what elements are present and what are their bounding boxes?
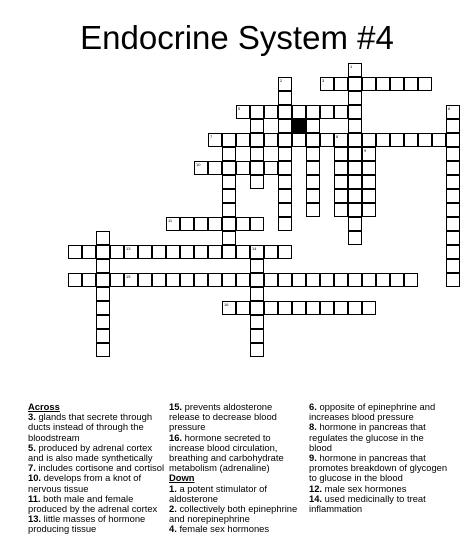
grid-cell[interactable]	[348, 161, 362, 175]
down-clue-4: 4. female sex hormones	[169, 523, 270, 535]
grid-cell[interactable]	[96, 259, 110, 273]
grid-cell[interactable]	[334, 77, 348, 91]
grid-cell[interactable]	[334, 189, 348, 203]
grid-cell[interactable]	[320, 133, 334, 147]
grid-cell[interactable]	[208, 161, 222, 175]
grid-cell[interactable]	[68, 273, 82, 287]
grid-cell[interactable]	[348, 189, 362, 203]
grid-cell[interactable]	[362, 301, 376, 315]
grid-cell[interactable]	[82, 273, 96, 287]
grid-cell[interactable]	[96, 273, 110, 287]
grid-cell[interactable]	[264, 133, 278, 147]
grid-cell[interactable]	[250, 301, 264, 315]
grid-cell[interactable]	[362, 203, 376, 217]
grid-cell[interactable]	[306, 189, 320, 203]
grid-cell[interactable]	[236, 245, 250, 259]
grid-cell[interactable]	[110, 245, 124, 259]
grid-cell[interactable]	[362, 77, 376, 91]
clues-section	[0, 402, 474, 555]
grid-cell[interactable]	[348, 119, 362, 133]
grid-cell[interactable]	[222, 189, 236, 203]
grid-cell[interactable]	[390, 133, 404, 147]
grid-cell[interactable]	[180, 245, 194, 259]
page-title: Endocrine System #4	[80, 19, 394, 56]
clue-number: 16	[224, 302, 229, 307]
grid-cell[interactable]	[390, 77, 404, 91]
clue-number: 14	[252, 246, 257, 251]
grid-cell[interactable]	[250, 329, 264, 343]
grid-cell[interactable]	[152, 273, 166, 287]
grid-cell[interactable]	[278, 301, 292, 315]
grid-cell[interactable]	[348, 231, 362, 245]
grid-cell[interactable]	[208, 217, 222, 231]
grid-cell[interactable]	[292, 301, 306, 315]
grid-cell[interactable]	[222, 231, 236, 245]
grid-cell[interactable]	[348, 301, 362, 315]
grid-cell[interactable]	[320, 273, 334, 287]
down-clue-14: 14. used medicinally to treat inflammation	[309, 492, 426, 515]
grid-cell[interactable]	[96, 343, 110, 357]
grid-cell[interactable]	[222, 301, 236, 315]
grid-cell[interactable]	[222, 245, 236, 259]
grid-cell[interactable]	[362, 273, 376, 287]
down-clue-9: 9. hormone in pancreas that promotes breakdown of glycogen to glucose in the blood	[309, 452, 448, 484]
grid-cell[interactable]	[194, 273, 208, 287]
grid-cell[interactable]	[404, 133, 418, 147]
clue-number: 5	[238, 106, 241, 111]
black-cell	[292, 119, 306, 133]
grid-cell[interactable]	[334, 133, 348, 147]
grid-cell[interactable]	[278, 77, 292, 91]
grid-cell[interactable]	[236, 301, 250, 315]
grid-cell[interactable]	[348, 203, 362, 217]
grid-cell[interactable]	[292, 105, 306, 119]
grid-cell[interactable]	[208, 273, 222, 287]
grid-cell[interactable]	[250, 161, 264, 175]
grid-cell[interactable]	[348, 91, 362, 105]
clue-number: 9	[364, 148, 367, 153]
grid-cell[interactable]	[334, 105, 348, 119]
across-clue-16: 16. hormone secreted to increase blood circulation, breathing and carbohydrate metabolism (adrenaline)	[169, 431, 284, 474]
grid-cell[interactable]	[334, 147, 348, 161]
clue-number: 6	[448, 106, 451, 111]
down-clue-6: 6. opposite of epinephrine and increases blood pressure	[309, 401, 436, 423]
grid-cell[interactable]	[446, 161, 460, 175]
clue-number: 10	[196, 162, 201, 167]
grid-cell[interactable]	[348, 175, 362, 189]
grid-cell[interactable]	[138, 245, 152, 259]
clue-number: 2	[280, 78, 283, 83]
grid-cell[interactable]	[446, 231, 460, 245]
grid-cell[interactable]	[222, 133, 236, 147]
grid-cell[interactable]	[320, 77, 334, 91]
grid-cell[interactable]	[250, 133, 264, 147]
grid-cell[interactable]	[264, 105, 278, 119]
grid-cell[interactable]	[418, 77, 432, 91]
grid-cell[interactable]	[278, 119, 292, 133]
grid-cell[interactable]	[446, 147, 460, 161]
grid-cell[interactable]	[418, 133, 432, 147]
across-clue-10: 10. develops from a knot of nervous tissue	[28, 472, 142, 494]
grid-cell[interactable]	[278, 175, 292, 189]
grid-cell[interactable]	[446, 175, 460, 189]
grid-cell[interactable]	[222, 161, 236, 175]
grid-cell[interactable]	[222, 273, 236, 287]
grid-cell[interactable]	[264, 161, 278, 175]
grid-cell[interactable]	[96, 301, 110, 315]
grid-cell[interactable]	[446, 273, 460, 287]
grid-cell[interactable]	[208, 245, 222, 259]
across-clue-7: 7. includes cortisone and cortisol	[28, 462, 165, 474]
across-clue-11: 11. both male and female produced by the adrenal cortex	[28, 492, 158, 515]
grid-cell[interactable]	[446, 119, 460, 133]
grid-cell[interactable]	[96, 315, 110, 329]
grid-cell[interactable]	[222, 203, 236, 217]
grid-cell[interactable]	[250, 217, 264, 231]
grid-cell[interactable]	[124, 245, 138, 259]
grid-cell[interactable]	[334, 175, 348, 189]
grid-cell[interactable]	[446, 217, 460, 231]
down-clue-1: 1. a potent stimulator of aldosterone	[169, 482, 267, 504]
grid-cell[interactable]	[278, 245, 292, 259]
grid-cell[interactable]	[166, 217, 180, 231]
grid-cell[interactable]	[348, 217, 362, 231]
grid-cell[interactable]	[222, 175, 236, 189]
grid-cell[interactable]	[194, 245, 208, 259]
grid-cell[interactable]	[124, 273, 138, 287]
grid-cell[interactable]	[250, 287, 264, 301]
clues-column-1	[28, 402, 166, 535]
clue-number: 3	[322, 78, 325, 83]
grid-cell[interactable]	[250, 343, 264, 357]
grid-cell[interactable]	[110, 273, 124, 287]
grid-cell[interactable]	[446, 203, 460, 217]
grid-cell[interactable]	[278, 133, 292, 147]
grid-cell[interactable]	[306, 147, 320, 161]
grid-cell[interactable]	[96, 231, 110, 245]
grid-cell[interactable]	[348, 147, 362, 161]
grid-cell[interactable]	[222, 217, 236, 231]
grid-cell[interactable]	[208, 133, 222, 147]
grid-cell[interactable]	[264, 301, 278, 315]
grid-cell[interactable]	[236, 273, 250, 287]
grid-cell[interactable]	[306, 175, 320, 189]
grid-cell[interactable]	[180, 217, 194, 231]
clues-column-3	[309, 402, 449, 514]
grid-cell[interactable]	[250, 175, 264, 189]
grid-cell[interactable]	[306, 119, 320, 133]
grid-cell[interactable]	[348, 105, 362, 119]
grid-cell[interactable]	[320, 301, 334, 315]
grid-cell[interactable]	[334, 273, 348, 287]
grid-cell[interactable]	[362, 175, 376, 189]
grid-cell[interactable]	[320, 105, 334, 119]
clue-number: 11	[168, 218, 173, 223]
grid-cell[interactable]	[222, 147, 236, 161]
grid-cell[interactable]	[446, 259, 460, 273]
grid-cell[interactable]	[250, 259, 264, 273]
grid-cell[interactable]	[348, 63, 362, 77]
grid-cell[interactable]	[348, 273, 362, 287]
grid-cell[interactable]	[194, 217, 208, 231]
grid-cell[interactable]	[250, 119, 264, 133]
clue-number: 13	[126, 246, 131, 251]
grid-cell[interactable]	[96, 287, 110, 301]
grid-cell[interactable]	[292, 273, 306, 287]
grid-cell[interactable]	[278, 189, 292, 203]
down-clue-12: 12. male sex hormones	[309, 482, 407, 494]
grid-cell[interactable]	[236, 161, 250, 175]
grid-cell[interactable]	[264, 245, 278, 259]
grid-cell[interactable]	[376, 133, 390, 147]
grid-cell[interactable]	[306, 161, 320, 175]
grid-cell[interactable]	[446, 105, 460, 119]
grid-cell[interactable]	[278, 203, 292, 217]
down-heading: Down	[169, 472, 195, 484]
grid-cell[interactable]	[306, 105, 320, 119]
grid-cell[interactable]	[82, 245, 96, 259]
grid-cell[interactable]	[306, 203, 320, 217]
grid-cell[interactable]	[306, 133, 320, 147]
clue-number: 8	[336, 134, 339, 139]
grid-cell[interactable]	[250, 273, 264, 287]
grid-cell[interactable]	[390, 273, 404, 287]
grid-cell[interactable]	[362, 133, 376, 147]
grid-cell[interactable]	[96, 329, 110, 343]
grid-cell[interactable]	[180, 273, 194, 287]
grid-cell[interactable]	[278, 147, 292, 161]
grid-cell[interactable]	[236, 133, 250, 147]
grid-cell[interactable]	[264, 273, 278, 287]
down-clue-2: 2. collectively both epinephrine and norepinephrine	[169, 503, 298, 525]
across-clue-5: 5. produced by adrenal cortex and is also made synthetically	[28, 441, 153, 464]
clue-number: 1	[350, 64, 353, 69]
grid-cell[interactable]	[432, 133, 446, 147]
grid-cell[interactable]	[334, 161, 348, 175]
grid-cell[interactable]	[236, 105, 250, 119]
grid-cell[interactable]	[152, 245, 166, 259]
grid-cell[interactable]	[446, 133, 460, 147]
across-heading: Across	[28, 401, 60, 412]
grid-cell[interactable]	[166, 245, 180, 259]
clue-number: 7	[210, 134, 213, 139]
grid-cell[interactable]	[362, 161, 376, 175]
grid-cell[interactable]	[278, 105, 292, 119]
clues-column-2	[169, 402, 303, 535]
grid-cell[interactable]	[194, 161, 208, 175]
grid-cell[interactable]	[292, 133, 306, 147]
grid-cell[interactable]	[362, 147, 376, 161]
grid-cell[interactable]	[278, 161, 292, 175]
grid-cell[interactable]	[376, 77, 390, 91]
grid-cell[interactable]	[306, 273, 320, 287]
clue-number: 15	[126, 274, 131, 279]
grid-cell[interactable]	[138, 273, 152, 287]
down-clue-8: 8. hormone in pancreas that regulates the glucose in the blood	[309, 421, 426, 453]
grid-cell[interactable]	[334, 203, 348, 217]
grid-cell[interactable]	[250, 105, 264, 119]
grid-cell[interactable]	[250, 147, 264, 161]
grid-cell[interactable]	[278, 91, 292, 105]
grid-cell[interactable]	[404, 273, 418, 287]
grid-cell[interactable]	[334, 301, 348, 315]
grid-cell[interactable]	[376, 273, 390, 287]
grid-cell[interactable]	[96, 245, 110, 259]
grid-cell[interactable]	[278, 217, 292, 231]
grid-cell[interactable]	[348, 77, 362, 91]
grid-cell[interactable]	[166, 273, 180, 287]
grid-cell[interactable]	[348, 133, 362, 147]
grid-cell[interactable]	[404, 77, 418, 91]
grid-cell[interactable]	[362, 189, 376, 203]
grid-cell[interactable]	[446, 189, 460, 203]
grid-cell[interactable]	[250, 315, 264, 329]
grid-cell[interactable]	[306, 301, 320, 315]
grid-cell[interactable]	[68, 245, 82, 259]
grid-cell[interactable]	[236, 217, 250, 231]
across-clue-3: 3. glands that secrete through ducts instead of through the bloodstream	[28, 411, 153, 443]
grid-cell[interactable]	[446, 245, 460, 259]
grid-cell[interactable]	[278, 273, 292, 287]
across-clue-13: 13. little masses of hormone producing tissue	[28, 513, 146, 535]
across-clue-15: 15. prevents aldosterone release to decrease blood pressure	[169, 401, 277, 433]
grid-cell[interactable]	[250, 245, 264, 259]
